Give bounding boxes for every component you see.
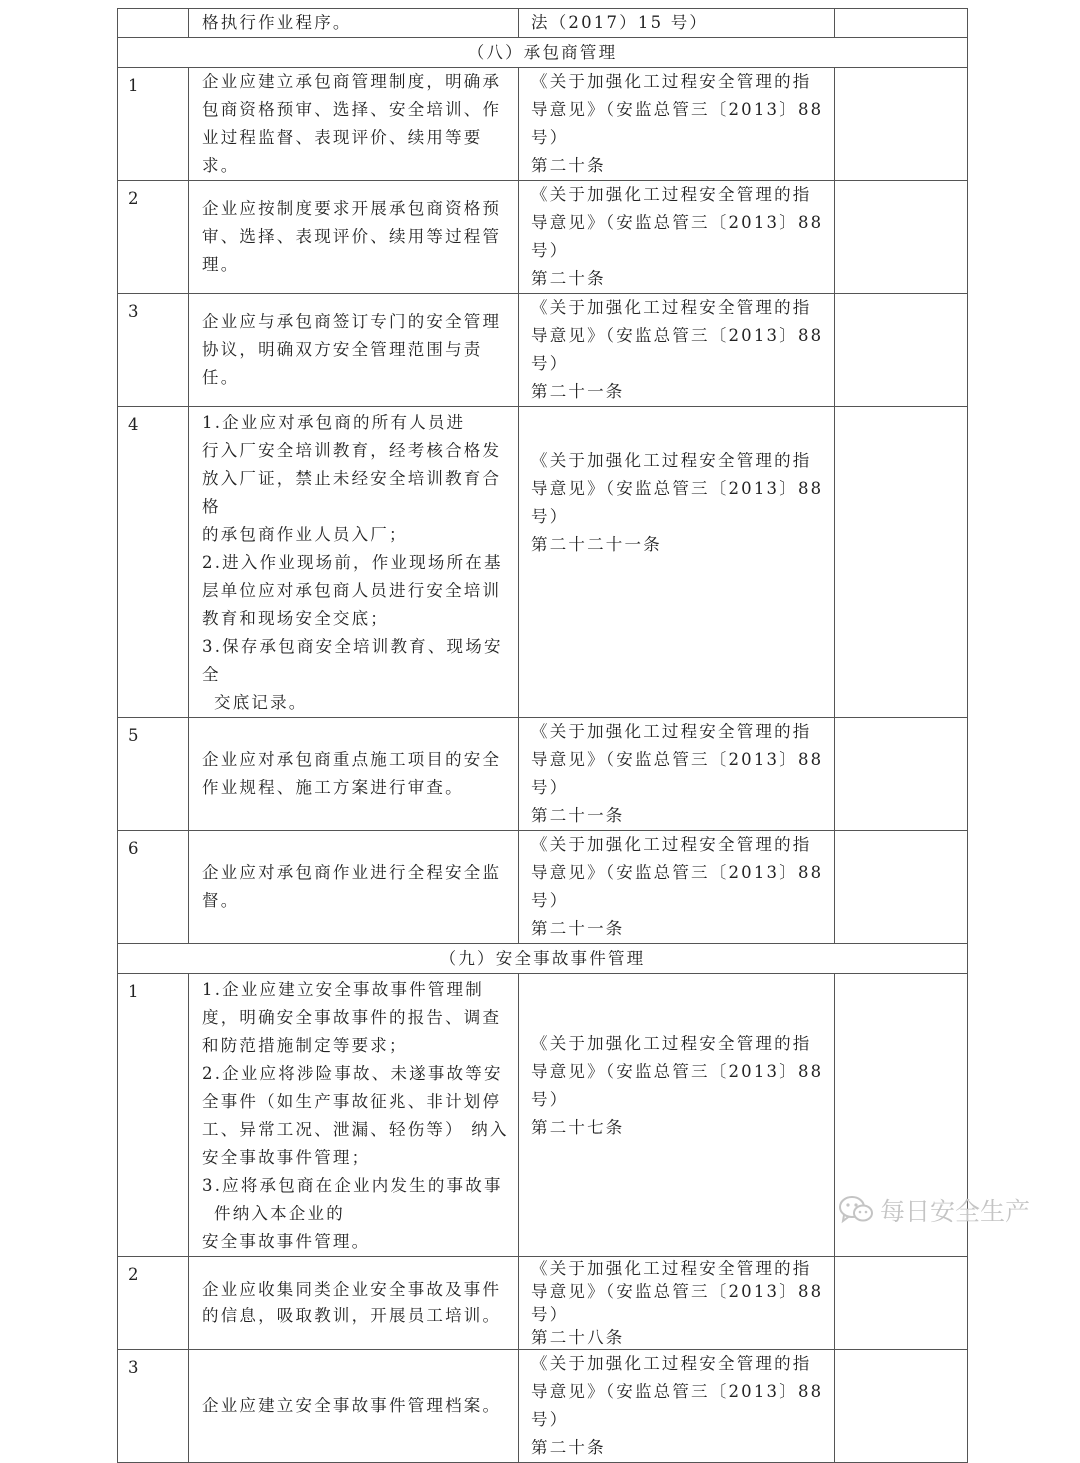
watermark — [838, 1192, 1030, 1228]
table-row — [118, 181, 968, 294]
basis-cell: 法（2017）15 号） — [519, 9, 835, 38]
requirement-cell: 企业应建立安全事故事件管理档案。 — [189, 1350, 519, 1463]
item-number: 2 — [118, 1257, 189, 1350]
remarks-cell — [835, 181, 968, 294]
section-header-row — [118, 944, 968, 974]
remarks-cell — [835, 9, 968, 38]
remarks-cell — [835, 718, 968, 831]
table-row — [118, 9, 968, 38]
requirement-cell: 企业应按制度要求开展承包商资格预 审、选择、表现评价、续用等过程管 理。 — [189, 181, 519, 294]
requirement-cell: 企业应建立承包商管理制度，明确承 包商资格预审、选择、安全培训、作 业过程监督、表现评价、续用等要求。 — [189, 68, 519, 181]
table-row — [118, 1350, 968, 1463]
basis-cell: 《关于加强化工过程安全管理的指 导意见》（安监总管三〔2013〕88 号） 第二十一条 — [519, 294, 835, 407]
requirement-cell: 1.企业应建立安全事故事件管理制 度，明确安全事故事件的报告、调查 和防范措施制定等要求； 2.企业应将涉险事故、未遂事故等安 全事件（如生产事故征兆、非计划停 工、异常工况、泄漏、轻伤等） 纳入 安全事故事件管理； 3.应将承包商在企业内发生的事故事 件纳入本企业的 安全事故事件管理。 — [189, 974, 519, 1257]
item-number: 2 — [118, 181, 189, 294]
table-row — [118, 68, 968, 181]
requirement-cell: 企业应对承包商作业进行全程安全监 督。 — [189, 831, 519, 944]
wechat-icon — [838, 1194, 874, 1226]
remarks-cell — [835, 68, 968, 181]
table-row — [118, 718, 968, 831]
remarks-cell — [835, 1257, 968, 1350]
basis-cell: 《关于加强化工过程安全管理的指 导意见》（安监总管三〔2013〕88 号） 第二十条 — [519, 181, 835, 294]
item-number: 4 — [118, 407, 189, 718]
table-row — [118, 831, 968, 944]
item-number: 3 — [118, 294, 189, 407]
basis-cell: 《关于加强化工过程安全管理的指 导意见》（安监总管三〔2013〕88 号） 第二十八条 — [519, 1257, 835, 1350]
item-number: 1 — [118, 68, 189, 181]
section-title-9: （九）安全事故事件管理 — [118, 944, 968, 974]
requirement-cell: 企业应与承包商签订专门的安全管理 协议，明确双方安全管理范围与责任。 — [189, 294, 519, 407]
requirement-cell: 格执行作业程序。 — [189, 9, 519, 38]
table-row — [118, 1257, 968, 1350]
requirement-cell: 1.企业应对承包商的所有人员进 行入厂安全培训教育，经考核合格发 放入厂证，禁止未经安全培训教育合格 的承包商作业人员入厂； 2.进入作业现场前，作业现场所在基 层单位应对承包商人员进行安全培训 教育和现场安全交底； 3.保存承包商安全培训教育、现场安全 交底记录。 — [189, 407, 519, 718]
basis-cell: 《关于加强化工过程安全管理的指 导意见》（安监总管三〔2013〕88 号） 第二十条 — [519, 68, 835, 181]
item-number: 6 — [118, 831, 189, 944]
requirement-cell: 企业应收集同类企业安全事故及事件 的信息，吸取教训，开展员工培训。 — [189, 1257, 519, 1350]
basis-cell: 《关于加强化工过程安全管理的指 导意见》（安监总管三〔2013〕88 号） 第二十二十一条 — [519, 407, 835, 718]
basis-cell: 《关于加强化工过程安全管理的指 导意见》（安监总管三〔2013〕88 号） 第二十一条 — [519, 718, 835, 831]
table-row — [118, 294, 968, 407]
item-number: 1 — [118, 974, 189, 1257]
basis-cell: 《关于加强化工过程安全管理的指 导意见》（安监总管三〔2013〕88 号） 第二十条 — [519, 1350, 835, 1463]
item-number — [118, 9, 189, 38]
regulation-table — [117, 8, 968, 1463]
section-header-row — [118, 38, 968, 68]
remarks-cell — [835, 294, 968, 407]
item-number: 3 — [118, 1350, 189, 1463]
remarks-cell — [835, 1350, 968, 1463]
requirement-cell: 企业应对承包商重点施工项目的安全 作业规程、施工方案进行审查。 — [189, 718, 519, 831]
remarks-cell — [835, 831, 968, 944]
item-number: 5 — [118, 718, 189, 831]
watermark-text: 每日安全生产 — [880, 1197, 1031, 1226]
remarks-cell — [835, 407, 968, 718]
section-title-8: （八）承包商管理 — [118, 38, 968, 68]
basis-cell: 《关于加强化工过程安全管理的指 导意见》（安监总管三〔2013〕88 号） 第二十七条 — [519, 974, 835, 1257]
basis-cell: 《关于加强化工过程安全管理的指 导意见》（安监总管三〔2013〕88 号） 第二十一条 — [519, 831, 835, 944]
table-row — [118, 407, 968, 718]
